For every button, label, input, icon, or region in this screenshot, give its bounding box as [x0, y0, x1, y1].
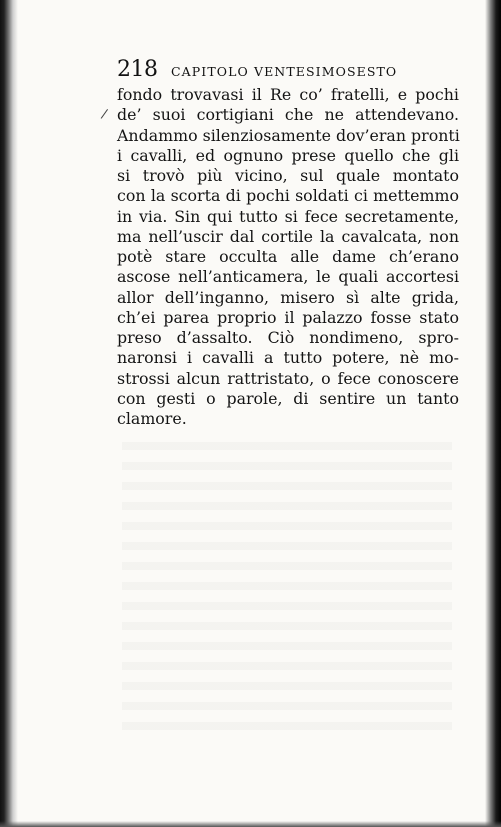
text-line: Andammo silenziosamente dov’eran pronti — [117, 125, 460, 145]
page-edge-bottom — [0, 821, 501, 827]
text-line: ch’ei parea proprio il palazzo fosse stato — [117, 307, 459, 327]
text-line: si trovò più vicino, sul quale montato — [117, 166, 459, 185]
page-edge-right — [485, 0, 501, 827]
text-line: preso d’assalto. Ciò nondimeno, spro- — [117, 328, 459, 347]
text-line: naronsi i cavalli a tutto potere, nè mo- — [117, 348, 459, 368]
text-line: con la scorta di pochi soldati ci mettemmo — [117, 186, 459, 206]
text-line: potè stare occulta alle dame ch’erano — [117, 247, 459, 266]
text-line: ma nell’uscir dal cortile la cavalcata, non — [117, 226, 459, 246]
text-line: con gesti o parole, di sentire un tanto — [117, 388, 459, 408]
page-header — [117, 57, 457, 85]
text-line: de’ suoi cortigiani che ne attendevano. — [117, 105, 459, 125]
text-line: fondo trovavasi il Re co’ fratelli, e pochi — [117, 85, 459, 104]
text-line: i cavalli, ed ognuno prese quello che gli — [117, 145, 459, 165]
page-edge-left — [0, 0, 18, 827]
reverse-side-show-through — [122, 430, 452, 730]
running-head: CAPITOLO VENTESIMOSESTO — [171, 64, 398, 79]
text-line: in via. Sin qui tutto si fece secretamente, — [117, 206, 459, 226]
margin-mark: / — [99, 106, 109, 123]
page-number: 218 — [117, 57, 158, 82]
body-text — [117, 85, 459, 429]
text-line: ascose nell’anticamera, le quali accortesi — [117, 267, 459, 287]
text-line: allor dell’inganno, misero sì alte grida, — [117, 287, 459, 307]
text-line: strossi alcun rattristato, o fece conoscere — [117, 368, 459, 388]
text-line: clamore. — [117, 409, 187, 428]
